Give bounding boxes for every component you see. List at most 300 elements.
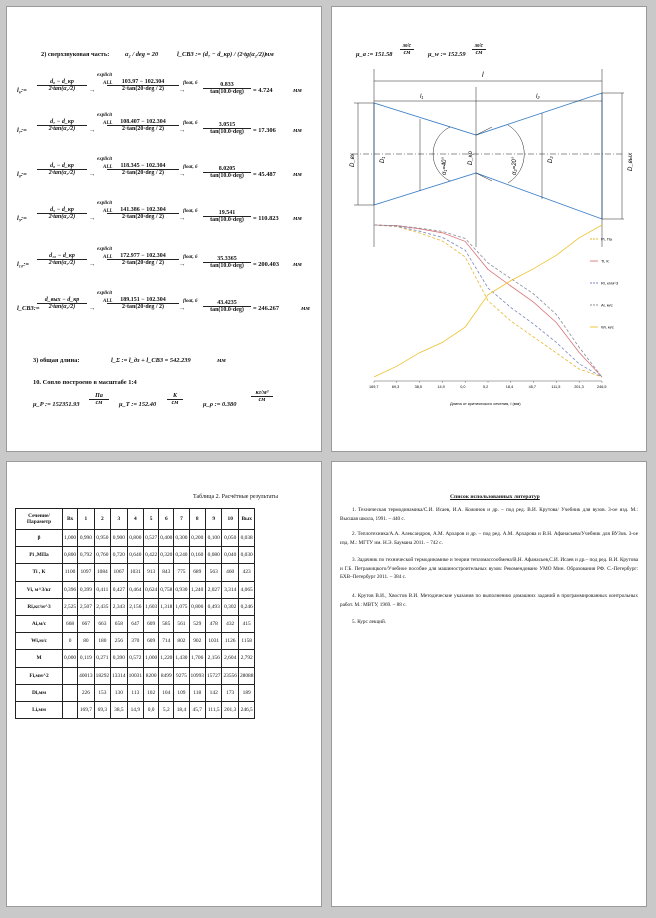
result-numerator: 8.0205 — [203, 166, 251, 173]
formula-values — [107, 253, 179, 266]
table-row-label: Wi,м/с — [16, 633, 63, 650]
formula-lhs: l₆:= — [17, 87, 27, 94]
table-cell: 0,493 — [205, 598, 221, 615]
formula-lhs: l₁₀:= — [17, 261, 30, 268]
table-cell: 913 — [144, 564, 159, 581]
table-header-cell: 6 — [159, 509, 174, 530]
arrow: → — [89, 87, 96, 94]
formula-result-value: = 4.724 — [253, 87, 273, 94]
result-unit: мм — [293, 261, 302, 268]
float-keyword: float, 6 — [183, 209, 198, 214]
table-cell: 0,080 — [205, 547, 221, 564]
formula-result-value: = 45.487 — [253, 171, 276, 178]
table-cell: 667 — [78, 615, 94, 632]
table-cell: 14,9 — [127, 701, 143, 718]
arrow: → — [89, 127, 96, 134]
table-cell: 0,040 — [222, 547, 238, 564]
all-keyword: ALL — [103, 299, 113, 304]
table-row-label: Li,мм — [16, 701, 63, 718]
values-denominator: 2·tan(20·deg / 2) — [122, 170, 164, 176]
table-row-label: M — [16, 650, 63, 667]
table-cell: 201,3 — [222, 701, 238, 718]
table-cell: 0,527 — [144, 530, 159, 547]
table-cell: 585 — [159, 615, 174, 632]
table-cell: 0,990 — [78, 530, 94, 547]
table-row-label: Ai,м/с — [16, 615, 63, 632]
table-cell: 0,320 — [159, 547, 174, 564]
formula-denominator: 2·tan(α₂/2) — [48, 126, 76, 132]
explicit-keyword: explicit — [97, 247, 112, 252]
table-header-cell: Сечение/ Параметр — [16, 509, 63, 530]
explicit-keyword: explicit — [97, 113, 112, 118]
table-cell: 0,300 — [174, 530, 189, 547]
table-cell: 1,706 — [189, 650, 205, 667]
mu-a: μ_a := 151.58 — [356, 51, 393, 58]
table-cell: 0,119 — [78, 650, 94, 667]
all-keyword: ALL — [103, 121, 113, 126]
result-denominator: tan(10.0·deg) — [210, 173, 244, 179]
table-cell: 226 — [78, 684, 94, 701]
table-cell: 0,400 — [159, 530, 174, 547]
table-cell: 0,422 — [144, 547, 159, 564]
table-cell: 1,240 — [189, 581, 205, 598]
table-cell: 2,343 — [111, 598, 127, 615]
table-cell: 5,2 — [159, 701, 174, 718]
formula-symbolic — [37, 253, 87, 266]
formula-result — [203, 300, 251, 313]
table-cell: 189 — [238, 684, 254, 701]
mu-a-unit-den: см — [403, 50, 411, 56]
values-denominator: 2·tan(20·deg / 2) — [122, 86, 164, 92]
d2-label: D₂ — [548, 156, 554, 163]
table-cell: 0,572 — [127, 650, 143, 667]
values-numerator: 141.386 − 102.304 — [107, 207, 179, 214]
table-row — [16, 530, 255, 547]
table-cell: 15727 — [205, 667, 221, 684]
table-cell: 561 — [174, 615, 189, 632]
table-row — [16, 547, 255, 564]
table-row — [16, 650, 255, 667]
x-tick-label: 14,9 — [437, 385, 445, 389]
table-cell: 1067 — [111, 564, 127, 581]
nozzle-figure — [332, 7, 647, 452]
table-cell: 668 — [63, 615, 78, 632]
mu-p-unit — [89, 393, 109, 406]
result-denominator: tan(10.0·deg) — [210, 217, 244, 223]
table-cell: 1,430 — [174, 650, 189, 667]
table-cell: 111,5 — [205, 701, 221, 718]
table-cell: 38,5 — [111, 701, 127, 718]
page-3 — [6, 461, 322, 907]
formula-numerator: d₇ − d_кр — [37, 119, 87, 126]
table-cell — [63, 701, 78, 718]
table-cell: 0,390 — [111, 650, 127, 667]
parameter-chart — [369, 225, 619, 389]
formula-values — [107, 79, 179, 92]
x-tick-label: 201,3 — [574, 385, 584, 389]
formula-result — [203, 166, 251, 179]
mu-rho-unit — [251, 390, 273, 403]
mu-rho-unit-den: см — [258, 397, 266, 403]
values-denominator: 2·tan(20·deg / 2) — [122, 304, 164, 310]
table-cell: 415 — [238, 615, 254, 632]
x-tick-label: 69,3 — [391, 385, 400, 389]
mu-a-unit-num: м/с — [400, 43, 414, 50]
table-cell: 609 — [144, 633, 159, 650]
unit-mm: мм — [265, 51, 274, 58]
table-cell: 1,220 — [159, 650, 174, 667]
table-cell: 0,720 — [111, 547, 127, 564]
arrow: → — [89, 305, 96, 312]
page-2 — [331, 6, 647, 452]
table-cell: 0,900 — [111, 530, 127, 547]
formula-denominator: 2·tan(α₂/2) — [48, 170, 76, 176]
mu-t: μ_T := 152.40 — [119, 401, 157, 408]
results-table — [15, 508, 255, 719]
table-row — [16, 615, 255, 632]
table-cell: 13314 — [111, 667, 127, 684]
table-cell: 3,314 — [222, 581, 238, 598]
formula-result-value: = 110.823 — [253, 215, 279, 222]
table-cell: 1100 — [63, 564, 78, 581]
result-unit: мм — [293, 215, 302, 222]
table-cell: 714 — [159, 633, 174, 650]
table-cell: 113 — [127, 684, 143, 701]
arrow: → — [179, 305, 186, 312]
d-out-label: D_вых — [628, 152, 634, 171]
result-unit: мм — [293, 171, 302, 178]
table-cell: 0,0 — [144, 701, 159, 718]
table-cell: 1,603 — [144, 598, 159, 615]
table-row — [16, 564, 255, 581]
table-cell: 647 — [127, 615, 143, 632]
table-cell: 0,160 — [189, 547, 205, 564]
table-cell: 1031 — [205, 633, 221, 650]
table-cell: 563 — [205, 564, 221, 581]
formula-symbolic — [37, 79, 87, 92]
table-cell: 2,507 — [78, 598, 94, 615]
x-tick-label: 18,4 — [505, 385, 514, 389]
table-cell: 0 — [63, 633, 78, 650]
table-cell: 1,000 — [63, 530, 78, 547]
nozzle-contour — [374, 93, 602, 219]
x-tick-label: 45,7 — [528, 385, 536, 389]
legend-label: Wi, м/с — [601, 324, 614, 330]
table-cell: 1,318 — [159, 598, 174, 615]
explicit-keyword: explicit — [97, 73, 112, 78]
explicit-keyword: explicit — [97, 157, 112, 162]
table-row-label: Fi,мм^2 — [16, 667, 63, 684]
table-cell: 0,464 — [127, 581, 143, 598]
table-cell: 104 — [159, 684, 174, 701]
values-denominator: 2·tan(20·deg / 2) — [122, 214, 164, 220]
reference-item: 2. Теплотехника/А.А. Александров, А.М. Архаров и др. – под ред. А.М. Архарова и В.Н. Афанасьева/Учебник для ВУЗов. 3-ое изд. М.: МГТУ им. Н.Э. Баумана 2011. – 742 с. — [340, 531, 638, 546]
table-header-cell: 10 — [222, 509, 238, 530]
table-cell: 2,525 — [63, 598, 78, 615]
table-cell: 18,4 — [174, 701, 189, 718]
arrow: → — [179, 127, 186, 134]
table-cell: 0,806 — [189, 598, 205, 615]
dkr-label: D_кр — [468, 151, 474, 165]
arrow: → — [89, 171, 96, 178]
table-cell: 902 — [189, 633, 205, 650]
table-cell: 1,075 — [174, 598, 189, 615]
table-cell: 689 — [189, 564, 205, 581]
table-header-cell: 8 — [189, 509, 205, 530]
result-numerator: 3.0515 — [203, 122, 251, 129]
result-numerator: 43.4235 — [203, 300, 251, 307]
table-cell: 9275 — [174, 667, 189, 684]
supersonic-label: 2) сверхзвуковая часть: — [41, 51, 110, 58]
arrow: → — [179, 215, 186, 222]
d1-label: D₁ — [380, 156, 386, 163]
total-length-label: 3) общая длина: — [33, 357, 80, 364]
table-cell: 0,792 — [78, 547, 94, 564]
table-header-cell: Вх — [63, 509, 78, 530]
table-row — [16, 701, 255, 718]
table-row — [16, 598, 255, 615]
formula-values — [107, 297, 179, 310]
d-in-label: D_вх — [350, 153, 356, 167]
formula-symbolic — [37, 207, 87, 220]
explicit-keyword: explicit — [97, 201, 112, 206]
mu-w-unit-den: см — [475, 50, 483, 56]
formula-lhs: l_CB3:= — [17, 305, 40, 312]
table-row — [16, 684, 255, 701]
all-keyword: ALL — [103, 255, 113, 260]
formula-result-value: = 200.403 — [253, 261, 280, 268]
values-numerator: 103.97 − 102.304 — [107, 79, 179, 86]
references-title: Список использованных литератур — [450, 494, 540, 500]
table-cell: 8200 — [144, 667, 159, 684]
table-cell: 8499 — [159, 667, 174, 684]
table-cell: 432 — [222, 615, 238, 632]
table-cell: 10031 — [127, 667, 143, 684]
mu-t-unit-den: см — [171, 400, 179, 406]
table-header-cell: 7 — [174, 509, 189, 530]
table-cell: 0,030 — [238, 547, 254, 564]
result-unit: мм — [293, 127, 302, 134]
values-numerator: 118.345 − 102.304 — [107, 163, 179, 170]
alpha1-label: α₁=40° — [442, 157, 448, 175]
mu-p-unit-num: Па — [89, 393, 109, 400]
table-cell: 0,411 — [94, 581, 110, 598]
total-unit: мм — [217, 357, 226, 364]
mu-w: μ_w := 152.59 — [428, 51, 466, 58]
page-4 — [331, 461, 647, 907]
table-cell: 0,427 — [111, 581, 127, 598]
values-numerator: 189.151 − 102.304 — [107, 297, 179, 304]
table-cell: 1158 — [238, 633, 254, 650]
table-row-label: Di,мм — [16, 684, 63, 701]
formula-result-value: = 17.306 — [253, 127, 276, 134]
table-cell: 10993 — [189, 667, 205, 684]
table-cell: 0,050 — [222, 530, 238, 547]
mu-p: μ_P := 152351.93 — [33, 401, 80, 408]
table-cell: 80 — [78, 633, 94, 650]
table-cell: 180 — [94, 633, 110, 650]
table-row — [16, 633, 255, 650]
table-cell: 460 — [222, 564, 238, 581]
formula-result — [203, 210, 251, 223]
legend-label: Pi, Па — [601, 236, 612, 242]
table-cell: 1,000 — [144, 650, 159, 667]
formula-denominator: 2·tan(α₂/2) — [48, 260, 76, 266]
table-cell: 0,399 — [78, 581, 94, 598]
all-keyword: ALL — [103, 209, 113, 214]
table-cell: 2,792 — [238, 650, 254, 667]
table-header-cell: 9 — [205, 509, 221, 530]
table-row-label: β — [16, 530, 63, 547]
x-tick-label: 246,5 — [597, 385, 607, 389]
alpha2-expression: α₂ / deg = 20 — [125, 51, 159, 58]
result-denominator: tan(10.0·deg) — [210, 307, 244, 313]
x-axis-title: Длина от критического сечения, l (мм) — [450, 401, 521, 406]
mu-rho: μ_ρ := 0.380 — [203, 401, 237, 408]
reference-item: 3. Задачник по технической термодинамике и теории тепломассообмена/В.Н. Афанасьев,С.И. Исаев и др.– под ред. В.И. Крутова и Г.Б. Петражицкого/Учебное пособие для машиностроительных вузов: Рекомендовано УМО Мин. Образования РФ. С.-Петербург: БХВ–Петербург 2011. – 384 с. — [340, 557, 638, 581]
result-denominator: tan(10.0·deg) — [210, 129, 244, 135]
nozzle-dimension-lines — [352, 69, 624, 247]
series-line — [374, 225, 602, 377]
table-cell: 529 — [189, 615, 205, 632]
table-cell: 1097 — [78, 564, 94, 581]
legend-label: Ti, К — [601, 258, 609, 264]
float-keyword: float, 6 — [183, 255, 198, 260]
formula-numerator: d_вых − d_кр — [37, 297, 87, 304]
table-cell: 2,604 — [222, 650, 238, 667]
reference-item: 4. Крутов В.И., Хвостов В.И. Методические указания по выполнению домашних заданий в программированных контрольных работ. М.: МВТУ, 1969. – 88 с. — [340, 593, 638, 608]
values-denominator: 2·tan(20·deg / 2) — [122, 126, 164, 132]
table-cell: 153 — [94, 684, 110, 701]
table-cell: 118 — [189, 684, 205, 701]
formula-symbolic — [37, 297, 87, 310]
table-cell: 1084 — [94, 564, 110, 581]
table-cell: 142 — [205, 684, 221, 701]
table-header-cell: 3 — [111, 509, 127, 530]
table-row-label: Vi, м^3/кг — [16, 581, 63, 598]
table-cell: 775 — [174, 564, 189, 581]
formula-numerator: d₉ − d_кр — [37, 207, 87, 214]
table-cell: 0,200 — [189, 530, 205, 547]
values-numerator: 108.407 − 102.304 — [107, 119, 179, 126]
table-cell: 169,7 — [78, 701, 94, 718]
formula-lhs: l₈:= — [17, 171, 27, 178]
all-keyword: ALL — [103, 165, 113, 170]
table-cell: 0,038 — [238, 530, 254, 547]
table-cell: 4,065 — [238, 581, 254, 598]
result-unit: мм — [293, 87, 302, 94]
table-cell: 28088 — [238, 667, 254, 684]
table-cell: 2,027 — [205, 581, 221, 598]
table-cell: 370 — [127, 633, 143, 650]
formula-numerator: d₁₀ − d_кр — [37, 253, 87, 260]
table-cell: 1126 — [222, 633, 238, 650]
table-cell: 0,240 — [174, 547, 189, 564]
table-cell: 0,640 — [127, 547, 143, 564]
table-cell: 18292 — [94, 667, 110, 684]
result-unit: мм — [301, 305, 310, 312]
table-cell: 0,800 — [63, 547, 78, 564]
formula-numerator: d₆ − d_кр — [37, 79, 87, 86]
length-label-l2: l₂ — [536, 94, 540, 100]
nozzle-scale-label: 10. Сопло построено в масштабе 1:4 — [33, 379, 137, 386]
mu-rho-unit-num: кг/м³ — [251, 390, 273, 397]
series-line — [374, 225, 602, 377]
table-cell — [63, 684, 78, 701]
result-denominator: tan(10.0·deg) — [210, 89, 244, 95]
table-cell: 0,800 — [127, 530, 143, 547]
alpha2-label: α₂=20° — [512, 156, 518, 175]
legend-label: Ai, м/с — [601, 302, 613, 308]
table-cell: 109 — [174, 684, 189, 701]
table-cell — [63, 667, 78, 684]
table-row-label: Ti , К — [16, 564, 63, 581]
float-keyword: float, 6 — [183, 165, 198, 170]
x-tick-label: 0,0 — [460, 385, 466, 389]
table-cell: 0,100 — [205, 530, 221, 547]
arrow: → — [179, 87, 186, 94]
arrow: → — [89, 215, 96, 222]
table-row — [16, 667, 255, 684]
table-cell: 609 — [144, 615, 159, 632]
lcb3-definition: l_CB3 := (d₇ − d_кр) / (2·tg(α₂/2)) — [177, 51, 267, 58]
float-keyword: float, 6 — [183, 81, 198, 86]
formula-denominator: 2·tan(α₂/2) — [48, 214, 76, 220]
series-line — [374, 225, 602, 377]
formula-denominator: 2·tan(α₂/2) — [48, 86, 76, 92]
length-label-l: l — [482, 72, 484, 79]
table-cell: 1031 — [127, 564, 143, 581]
table-cell: 478 — [205, 615, 221, 632]
mu-t-unit — [167, 393, 183, 406]
table-cell: 0,000 — [63, 650, 78, 667]
table-cell: 2,156 — [205, 650, 221, 667]
float-keyword: float, 6 — [183, 299, 198, 304]
formula-symbolic — [37, 119, 87, 132]
table-cell: 0,271 — [94, 650, 110, 667]
table-cell: 843 — [159, 564, 174, 581]
formula-lhs: l₇:= — [17, 127, 27, 134]
table-cell: 45,7 — [189, 701, 205, 718]
table-cell: 0,246 — [238, 598, 254, 615]
mu-p-unit-den: см — [95, 400, 103, 406]
formula-numerator: d₈ − d_кр — [37, 163, 87, 170]
arrow: → — [179, 171, 186, 178]
table-cell: 658 — [111, 615, 127, 632]
formula-result — [203, 256, 251, 269]
mu-w-unit-num: м/с — [472, 43, 486, 50]
float-keyword: float, 6 — [183, 121, 198, 126]
mu-t-unit-num: К — [167, 393, 183, 400]
table-cell: 0,624 — [144, 581, 159, 598]
x-tick-label: 5,2 — [483, 385, 489, 389]
values-numerator: 172.977 − 102.304 — [107, 253, 179, 260]
table-header-cell: Вых — [238, 509, 254, 530]
formula-values — [107, 119, 179, 132]
table-cell: 0,302 — [222, 598, 238, 615]
series-line — [374, 225, 602, 377]
table-cell: 102 — [144, 684, 159, 701]
table-cell: 0,760 — [94, 547, 110, 564]
x-tick-label: 169,7 — [369, 385, 379, 389]
table-cell: 423 — [238, 564, 254, 581]
page-1 — [6, 6, 322, 452]
series-line — [374, 225, 602, 377]
x-tick-label: 111,5 — [551, 385, 561, 389]
table-cell: 0,930 — [174, 581, 189, 598]
table-cell: 23556 — [222, 667, 238, 684]
table-cell: 0,396 — [63, 581, 78, 598]
